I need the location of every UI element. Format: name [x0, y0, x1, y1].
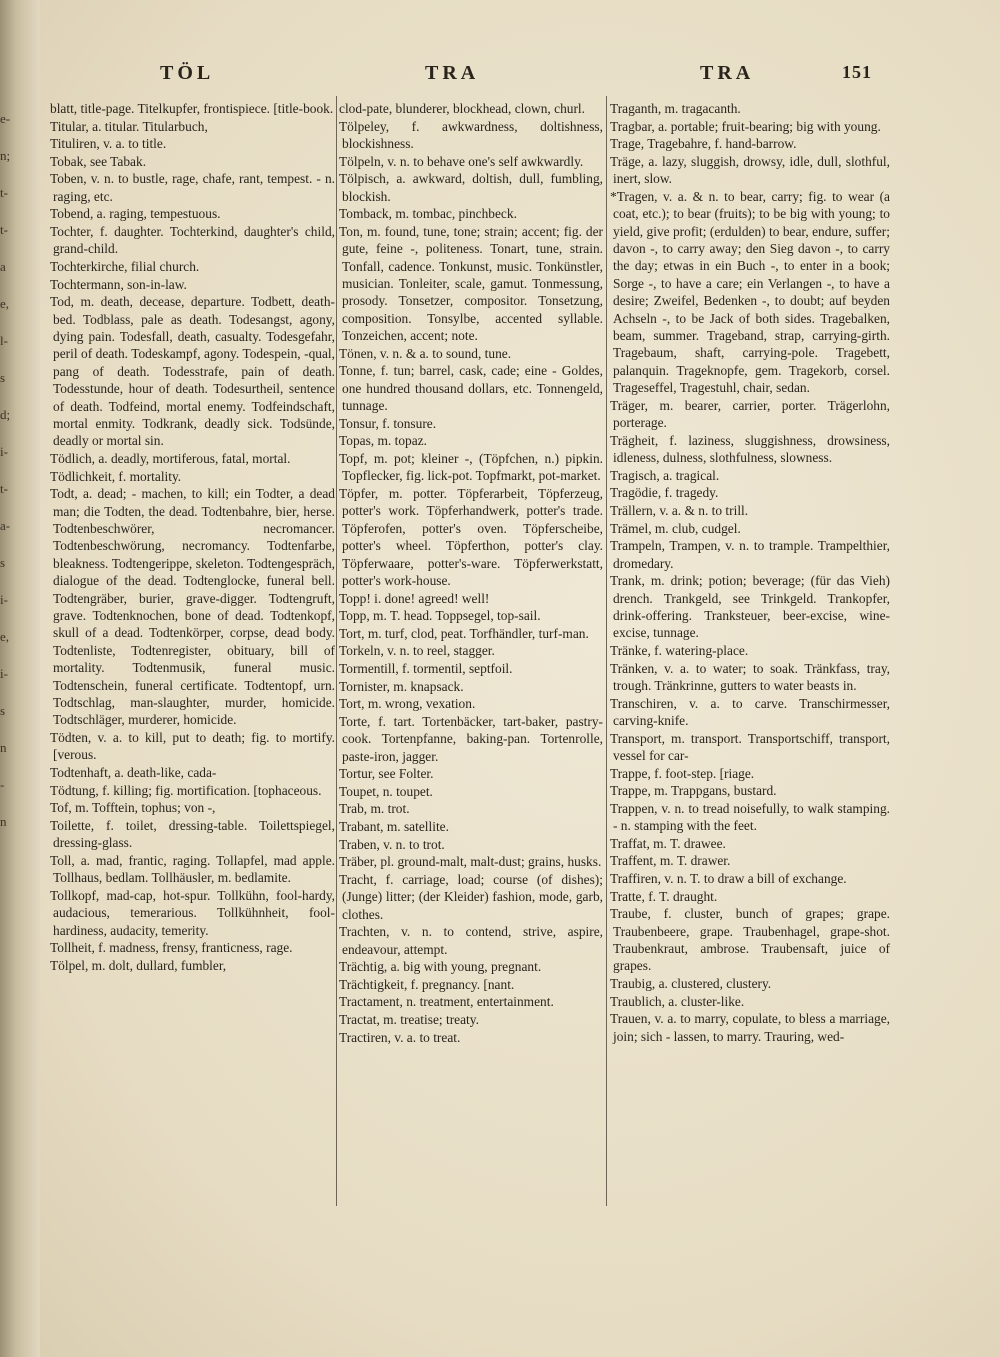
column-rule: [336, 96, 337, 1206]
dictionary-entry: Tof, m. Tofftein, tophus; von -,: [50, 800, 216, 816]
column-3: [610, 100, 890, 1045]
dictionary-entry: Tödtung, f. killing; fig. mortification. [tophaceous.: [50, 782, 322, 798]
dictionary-entry: Torkeln, v. n. to reel, stagger.: [339, 643, 495, 659]
dictionary-entry: *Tragen, v. a. & n. to bear, carry; fig. to wear (a coat, etc.); to bear (fruits); to be big with young; to yield, give profit; (erdulden) to bear, endure, suffer; davon -, to carry away; den Sieg davon -, to carry the day; etwas in ein Buch -, to enter in a book; Sorge -, to have a care; ein Verlangen -, to have a desire; Zweifel, Bedenken -, to doubt; auf beyden Achseln -, to be Jack of both sides. Tragebalken, beam, summer. Trageband, strap, carrying-girth. Tragebaum, shaft, carrying-pole. Tragebett, palanquin. Trageknopfe, gem. Tragekorb, corsel. Trageseffel, Tragestuhl, chair, sedan.: [610, 188, 890, 396]
dictionary-entry: Traganth, m. tragacanth.: [610, 101, 741, 116]
dictionary-entry: Traubig, a. clustered, clustery.: [610, 976, 772, 991]
dictionary-entry: Trächtig, a. big with young, pregnant.: [339, 959, 542, 975]
dictionary-entry: Tölpeley, f. awkwardness, doltishness, blockishness.: [339, 118, 603, 151]
dictionary-entry: Transchiren, v. a. to carve. Transchirmesser, carving-knife.: [610, 695, 890, 729]
dictionary-entry: Töpfer, m. potter. Töpferarbeit, Töpferzeug, potter's work. Töpferhandwerk, potter's trade. Töpferofen, potter's oven. Töpferscheibe, potter's wheel. Töpferthon, potter's clay. Töpferwaare, potter's-ware. Töpferwerkstatt, potter's work-house.: [339, 486, 603, 589]
previous-page-fragment: e,: [0, 629, 10, 644]
previous-page-fragment: d;: [0, 407, 11, 422]
dictionary-entry: Tornister, m. knapsack.: [339, 678, 464, 694]
dictionary-entry: Tochterkirche, filial church.: [50, 258, 200, 274]
previous-page-fragment: n: [0, 740, 7, 755]
page-number: 151: [842, 62, 872, 82]
dictionary-entry: Tödlich, a. deadly, mortiferous, fatal, mortal.: [50, 451, 291, 466]
previous-page-fragment: i-: [0, 592, 8, 607]
dictionary-entry: Tormentill, f. tormentil, septfoil.: [339, 661, 513, 676]
column-1: [50, 100, 335, 974]
dictionary-entry: Todtenhaft, a. death-like, cada-: [50, 765, 217, 781]
previous-page-fragment: a: [0, 259, 6, 274]
dictionary-entry: Tollheit, f. madness, frensy, franticness, rage.: [50, 940, 293, 956]
dictionary-entry: Tractiren, v. a. to treat.: [339, 1029, 461, 1045]
dictionary-entry: Trab, m. trot.: [339, 801, 410, 817]
dictionary-entry: Traffiren, v. n. T. to draw a bill of exchange.: [610, 871, 847, 886]
previous-page-fragment: i-: [0, 666, 8, 681]
dictionary-entry: Trämel, m. club, cudgel.: [610, 520, 741, 536]
column-2: [339, 100, 603, 1046]
previous-page-fragment: n: [0, 814, 7, 829]
dictionary-entry: Topas, m. topaz.: [339, 433, 427, 449]
header-center: TRA: [425, 62, 480, 84]
dictionary-entry: Tollkopf, mad-cap, hot-spur. Tollkühn, fool-hardy, audacious, temerarious. Tollkühnheit, fool-hardiness, audacity, temerity.: [50, 887, 335, 938]
dictionary-entry: Tödten, v. a. to kill, put to death; fig. to mortify. [verous.: [50, 730, 335, 763]
dictionary-entry: Tönen, v. n. & a. to sound, tune.: [339, 345, 512, 361]
header-left: TÖL: [160, 62, 215, 84]
dictionary-entry: Träber, pl. ground-malt, malt-dust; grains, husks.: [339, 854, 602, 870]
previous-page-fragment: i-: [0, 444, 8, 459]
dictionary-entry: Trampeln, Trampen, v. n. to trample. Trampelthier, dromedary.: [610, 538, 890, 571]
dictionary-entry: Träger, m. bearer, carrier, porter. Trägerlohn, porterage.: [610, 397, 890, 431]
dictionary-entry: Tödlichkeit, f. mortality.: [50, 468, 182, 484]
dictionary-entry: Tochter, f. daughter. Tochterkind, daughter's child, grand-child.: [50, 223, 335, 257]
dictionary-entry: Tochtermann, son-in-law.: [50, 276, 187, 292]
dictionary-entry: Trällern, v. a. & n. to trill.: [610, 503, 749, 519]
previous-page-fragment: -: [0, 777, 5, 792]
dictionary-entry: Trappe, f. foot-step. [riage.: [610, 765, 755, 781]
previous-page-fragment: s: [0, 370, 6, 385]
dictionary-entry: Ton, m. found, tune, tone; strain; accent; fig. der gute, feine -, politeness. Tonart, tune, strain. Tonfall, cadence. Tonkunst, music. Tonkünstler, musician. Tonleiter, scale, gamut. Tonmessung, prosody. Tonsetzer, compositor. Tonsetzung, composition. Tonsylbe, accented syllable. Tonzeichen, accent; note.: [339, 223, 603, 344]
dictionary-entry: Tonsur, f. tonsure.: [339, 415, 437, 431]
previous-page-fragment: n;: [0, 148, 11, 163]
previous-page-fragment: a-: [0, 518, 11, 533]
previous-page-fragment: t-: [0, 222, 8, 237]
dictionary-entry: Trächtigkeit, f. pregnancy. [nant.: [339, 976, 515, 992]
dictionary-entry: Tränken, v. a. to water; to soak. Tränkfass, tray, trough. Tränkrinne, gutters to water beasts in.: [610, 660, 890, 694]
previous-page-fragment: t-: [0, 481, 8, 496]
dictionary-entry: Tobend, a. raging, tempestuous.: [50, 206, 221, 222]
dictionary-entry: Topp! i. done! agreed! well!: [339, 590, 490, 606]
dictionary-entry: Tractament, n. treatment, entertainment.: [339, 994, 554, 1010]
dictionary-entry: Tortur, see Folter.: [339, 766, 434, 782]
dictionary-entry: Trank, m. drink; potion; beverage; (für das Vieh) drench. Trankgeld, see Trinkgeld. Trankopfer, drink-offering. Tranksteuer, beer-excise, wine-excise, tunnage.: [610, 573, 890, 641]
dictionary-entry: Trägheit, f. laziness, sluggishness, drowsiness, idleness, dulness, slothfulness, slowness.: [610, 432, 890, 466]
previous-page-fragment: e-: [0, 111, 11, 126]
dictionary-entry: blatt, title-page. Titelkupfer, frontispiece. [title-book.: [50, 101, 334, 116]
previous-page-fragment: l-: [0, 333, 8, 348]
dictionary-entry: Torte, f. tart. Tortenbäcker, tart-baker, pastry-cook. Tortenpfanne, baking-pan. Tortenrolle, paste-iron, jagger.: [339, 713, 603, 764]
dictionary-entry: Traublich, a. cluster-like.: [610, 993, 745, 1009]
dictionary-entry: Topp, m. T. head. Toppsegel, top-sail.: [339, 608, 541, 624]
dictionary-entry: Tractat, m. treatise; treaty.: [339, 1011, 479, 1027]
dictionary-entry: Traffat, m. T. drawee.: [610, 835, 726, 851]
dictionary-entry: Tölpeln, v. n. to behave one's self awkwardly.: [339, 153, 584, 169]
previous-page-fragment: s: [0, 555, 6, 570]
dictionary-entry: Tonne, f. tun; barrel, cask, cade; eine - Goldes, one hundred thousand dollars, etc. Tonnengeld, tunnage.: [339, 363, 603, 414]
header-right: TRA: [700, 62, 755, 84]
dictionary-entry: Tölpisch, a. awkward, doltish, dull, fumbling, blockish.: [339, 171, 603, 204]
dictionary-entry: Tragbar, a. portable; fruit-bearing; big with young.: [610, 118, 881, 134]
previous-page-fragment: s: [0, 703, 6, 718]
dictionary-entry: Tränke, f. watering-place.: [610, 643, 749, 659]
column-rule: [606, 96, 607, 1206]
dictionary-entry: Tod, m. death, decease, departure. Todbett, death-bed. Todblass, pale as death. Todesangst, agony, dying pain. Todesfall, death, casualty. Todesgefahr, peril of death. Todeskampf, agony. Todespein, -qual, pang of death. Todesstrafe, pain of death. Todesstunde, hour of death. Todesurtheil, sentence of death. Todfeind, mortal enemy. Todfeindschaft, mortal enmity. Todkrank, deadly sick. Todsünde, deadly or mortal sin.: [50, 294, 335, 449]
previous-page-fragment: e,: [0, 296, 10, 311]
dictionary-entry: Tölpel, m. dolt, dullard, fumbler,: [50, 957, 227, 973]
dictionary-entry: Tragisch, a. tragical.: [610, 467, 720, 483]
dictionary-entry: Traben, v. n. to trot.: [339, 836, 445, 852]
dictionary-entry: Trabant, m. satellite.: [339, 818, 449, 834]
dictionary-entry: Transport, m. transport. Transportschiff, transport, vessel for car-: [610, 730, 890, 764]
dictionary-entry: Toben, v. n. to bustle, rage, chafe, rant, tempest. - n. raging, etc.: [50, 171, 335, 204]
dictionary-entry: Tracht, f. carriage, load; course (of dishes); (Junge) litter; (der Kleider) fashion, mode, garb, clothes.: [339, 871, 603, 922]
dictionary-entry: Tomback, m. tombac, pinchbeck.: [339, 206, 517, 222]
previous-page-edge: [0, 100, 14, 840]
dictionary-entry: Träge, a. lazy, sluggish, drowsy, idle, dull, slothful, inert, slow.: [610, 153, 890, 187]
dictionary-entry: Tobak, see Tabak.: [50, 153, 147, 169]
dictionary-entry: Traffent, m. T. drawer.: [610, 853, 731, 869]
dictionary-entry: Trappe, m. Trappgans, bustard.: [610, 783, 777, 799]
dictionary-entry: Traube, f. cluster, bunch of grapes; grape. Traubenbeere, grape. Traubenhagel, grape-shot. Traubenkraut, ambrose. Traubensaft, juice of grapes.: [610, 906, 890, 974]
dictionary-entry: clod-pate, blunderer, blockhead, clown, churl.: [339, 101, 585, 116]
dictionary-entry: Tratte, f. T. draught.: [610, 888, 718, 904]
dictionary-entry: Toilette, f. toilet, dressing-table. Toilettspiegel, dressing-glass.: [50, 817, 335, 851]
dictionary-entry: Titular, a. titular. Titularbuch,: [50, 118, 208, 134]
previous-page-fragment: t-: [0, 185, 8, 200]
dictionary-entry: Tituliren, v. a. to title.: [50, 136, 167, 152]
dictionary-entry: Trappen, v. n. to tread noisefully, to walk stamping. - n. stamping with the feet.: [610, 800, 890, 834]
dictionary-entry: Trachten, v. n. to contend, strive, aspire, endeavour, attempt.: [339, 924, 603, 957]
dictionary-entry: Toupet, n. toupet.: [339, 783, 433, 799]
dictionary-entry: Tort, m. turf, clod, peat. Torfhändler, turf-man.: [339, 625, 589, 641]
dictionary-entry: Todt, a. dead; - machen, to kill; ein Todter, a dead man; die Todten, the dead. Todtenbahre, bier, herse. Todtenbeschwörer, necromancer. Todtenbeschwörung, necromancy. Todtenfarbe, bleakness. Todtengerippe, skeleton. Todtengespräch, dialogue of the dead. Todtenglocke, funeral bell. Todtengräber, burier, grave-digger. Todtengruft, grave. Todtenknochen, bone of dead. Todtenkopf, skull of a dead. Todtenkörper, corpse, dead body. Todtenliste, Todtenregister, obituary, bill of mortality. Todtenmusik, funeral music. Todtenschein, funeral certificate. Todtentopf, urn. Todtschlag, man-slaughter, murder, homicide. Todtschläger, murderer, homicide.: [50, 486, 335, 728]
dictionary-entry: Toll, a. mad, frantic, raging. Tollapfel, mad apple. Tollhaus, bedlam. Tollhäusler, m. bedlamite.: [50, 852, 335, 886]
dictionary-entry: Trauen, v. a. to marry, copulate, to bless a marriage, join; sich - lassen, to marry. Trauring, wed-: [610, 1011, 890, 1044]
dictionary-entry: Tort, m. wrong, vexation.: [339, 696, 476, 712]
dictionary-entry: Tragödie, f. tragedy.: [610, 485, 719, 501]
dictionary-entry: Trage, Tragebahre, f. hand-barrow.: [610, 136, 797, 152]
dictionary-entry: Topf, m. pot; kleiner -, (Töpfchen, n.) pipkin. Topflecker, fig. lick-pot. Topfmarkt, pot-market.: [339, 451, 603, 484]
